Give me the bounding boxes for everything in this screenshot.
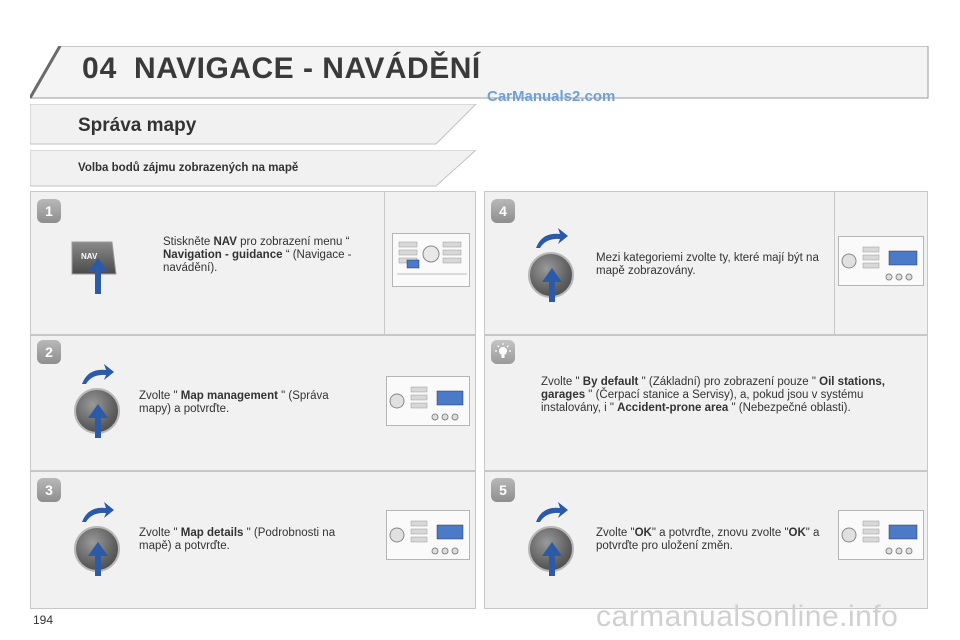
step-5-text: Zvolte "OK" a potvrďte, znovu zvolte "OK" a potvrďte pro uložení změn. <box>596 527 820 552</box>
turn-arrow-icon <box>80 362 116 386</box>
radio-unit-step-2 <box>386 376 470 426</box>
step-3-badge: 3 <box>37 478 61 502</box>
nav-button-label: NAV <box>81 252 98 261</box>
press-arrow-icon <box>88 258 108 294</box>
step-5-badge: 5 <box>491 478 515 502</box>
tip-text: Zvolte " By default " (Základní) pro zobrazení pouze " Oil stations, garages " (Čerpací stanice a Servisy), a, pokud jsou v systému instalovány, i " Accident-prone area " (Nebezpečné oblasti). <box>541 376 885 414</box>
step-2-text: Zvolte " Map management " (Správa mapy) a potvrďte. <box>139 390 329 415</box>
radio-unit-step-3 <box>386 510 470 560</box>
step-3-text: Zvolte " Map details " (Podrobnosti na mapě) a potvrďte. <box>139 527 336 552</box>
step-1-text: Stiskněte NAV pro zobrazení menu “ Navigation - guidance “ (Navigace - navádění). <box>163 236 352 274</box>
press-arrow-icon <box>542 542 562 576</box>
radio-unit-step-4 <box>838 236 924 286</box>
header-watermark: CarManuals2.com <box>487 88 616 105</box>
step-4-divider <box>834 192 835 334</box>
turn-arrow-icon <box>534 500 570 524</box>
step-4-text: Mezi kategoriemi zvolte ty, které mají být na mapě zobrazovány. <box>596 252 819 277</box>
turn-arrow-icon <box>534 226 570 250</box>
turn-arrow-icon <box>80 500 116 524</box>
press-arrow-icon <box>88 542 108 576</box>
press-arrow-icon <box>542 268 562 302</box>
radio-unit-step-5 <box>838 510 924 560</box>
lightbulb-icon <box>491 340 515 364</box>
step-1-badge: 1 <box>37 199 61 223</box>
step-1-divider <box>384 192 385 334</box>
subsection-title: Volba bodů zájmu zobrazených na mapě <box>78 162 299 174</box>
step-4-badge: 4 <box>491 199 515 223</box>
step-2-badge: 2 <box>37 340 61 364</box>
chapter-number: 04 <box>82 52 118 85</box>
page-number: 194 <box>33 613 54 627</box>
footer-watermark: carmanualsonline.info <box>596 600 899 633</box>
chapter-title: NAVIGACE - NAVÁDĚNÍ <box>134 52 481 85</box>
radio-unit-step-1 <box>392 233 470 287</box>
press-arrow-icon <box>88 404 108 438</box>
section-title: Správa mapy <box>78 115 197 136</box>
